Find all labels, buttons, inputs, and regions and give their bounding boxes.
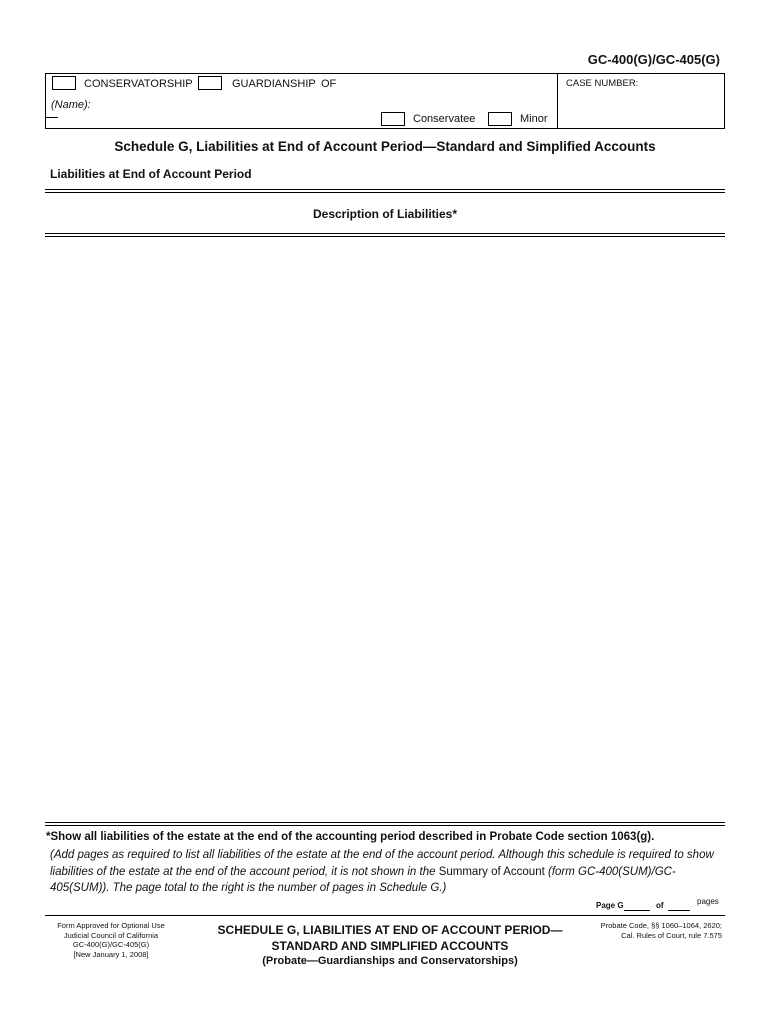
conservatorship-checkbox[interactable]	[52, 76, 76, 90]
footer-title	[180, 922, 600, 954]
footer-left-line: [New January 1, 2008]	[73, 949, 149, 959]
caption-right-border	[724, 73, 725, 128]
section-rule-2	[45, 192, 725, 193]
footer-right-line: Cal. Rules of Court, rule 7.575	[621, 930, 722, 940]
conservatorship-label: CONSERVATORSHIP	[84, 78, 193, 90]
case-number-input[interactable]	[562, 92, 720, 124]
section-heading: Liabilities at End of Account Period	[50, 167, 252, 181]
conservatee-checkbox[interactable]	[381, 112, 405, 126]
footnote-rule-2	[45, 825, 725, 826]
minor-checkbox[interactable]	[488, 112, 512, 126]
name-tick	[46, 117, 58, 118]
case-number-divider	[557, 73, 558, 128]
name-input[interactable]	[100, 96, 550, 110]
column-heading: Description of Liabilities*	[312, 207, 458, 221]
caption-left-border	[45, 73, 46, 128]
total-pages-input[interactable]	[668, 898, 690, 911]
footer-left-line: GC-400(G)/GC-405(G)	[72, 940, 150, 949]
name-label: (Name):	[51, 99, 91, 111]
form-number: GC-400(G)/GC-405(G)	[587, 52, 720, 67]
footer-rule	[45, 915, 725, 916]
footer-right-meta	[560, 921, 722, 940]
liabilities-description-area[interactable]	[45, 240, 724, 822]
footnote-instructions	[50, 847, 730, 897]
pages-label: pages	[697, 897, 719, 906]
case-number-label: CASE NUMBER:	[566, 78, 639, 89]
page-number-input[interactable]	[624, 898, 650, 911]
footnote-italic-2: (form GC-400(SUM)/GC-405(SUM)). The page total to the right is the number of pages in Schedule G.)	[50, 865, 676, 894]
footnote-italic-1: (Add pages as required to list all liabilities of the estate at the end of the account period. Although this schedule is required to show liabilities of the estate at the end of the account period, it is not shown in the	[50, 849, 714, 878]
footer-left-meta	[46, 921, 176, 959]
caption-bottom-border	[45, 128, 725, 129]
minor-label: Minor	[520, 113, 548, 125]
guardianship-checkbox[interactable]	[198, 76, 222, 90]
page-label: Page G	[596, 901, 624, 910]
column-rule-1	[45, 233, 725, 234]
footnote-upright: Summary of Account	[435, 865, 548, 878]
of-label: OF	[321, 78, 337, 90]
caption-top-border	[45, 73, 725, 74]
column-rule-2	[45, 236, 725, 237]
footnote-bold: *Show all liabilities of the estate at the end of the accounting period described in Probate Code section 1063(g).	[46, 831, 655, 843]
footer-left-line: Form Approved for Optional Use	[57, 921, 165, 930]
section-rule-1	[45, 189, 725, 190]
footnote-rule-1	[45, 822, 725, 823]
footer-right-line: Probate Code, §§ 1060–1064, 2620;	[600, 921, 722, 930]
conservatee-label: Conservatee	[413, 113, 476, 125]
footer-title-line-2: STANDARD AND SIMPLIFIED ACCOUNTS	[271, 939, 509, 953]
footer-subtitle: (Probate—Guardianships and Conservatorships)	[262, 955, 518, 967]
guardianship-label: GUARDIANSHIP	[232, 78, 316, 90]
footer-title-line-1: SCHEDULE G, LIABILITIES AT END OF ACCOUNT PERIOD—	[217, 923, 563, 937]
footer-left-line: Judicial Council of California	[63, 930, 159, 940]
of-label-page: of	[656, 901, 664, 910]
schedule-title: Schedule G, Liabilities at End of Account Period—Standard and Simplified Accounts	[114, 139, 656, 154]
